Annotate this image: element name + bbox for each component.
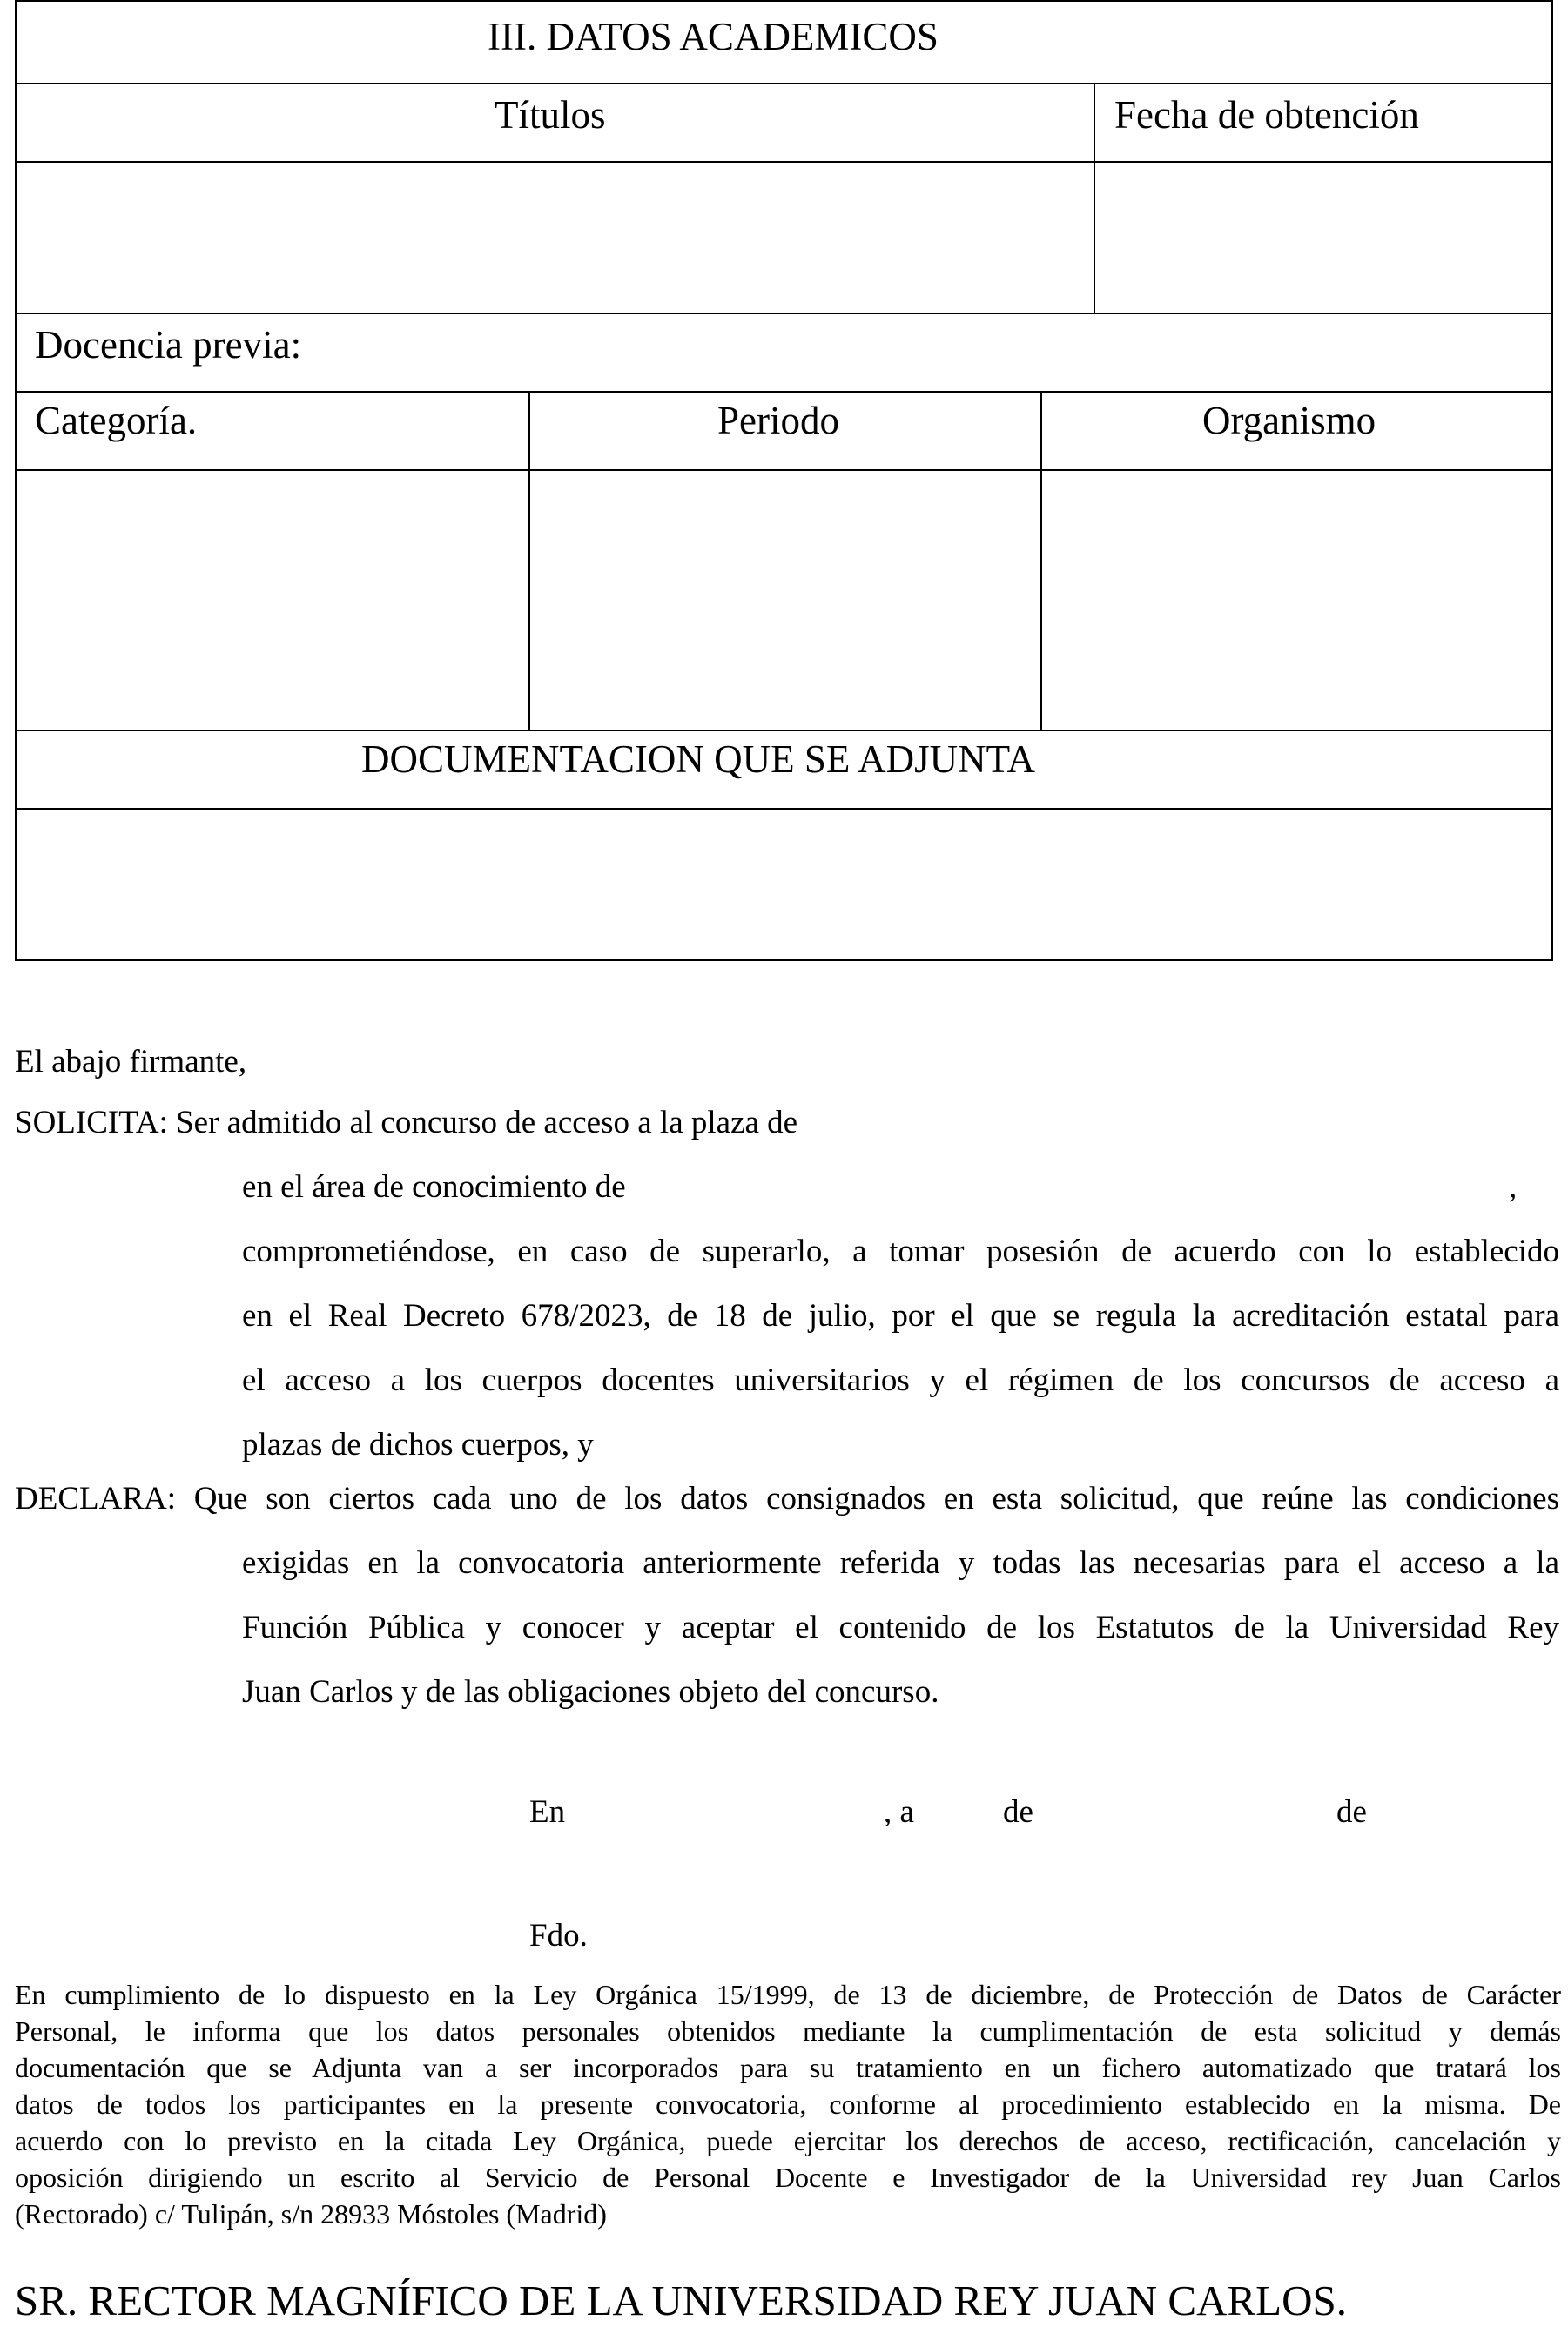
signature-year-label: de	[1336, 1794, 1367, 1830]
rule-above-documentation-title	[15, 730, 1553, 731]
solicita-text-line: comprometiéndose, en caso de superarlo, a tomar posesión de acuerdo con lo establecido	[242, 1234, 1559, 1269]
fecha-entry-cell[interactable]	[1095, 163, 1551, 312]
documentation-entry-cell[interactable]	[17, 810, 1551, 959]
signature-place-field[interactable]	[575, 1789, 879, 1831]
organismo-entry-cell[interactable]	[1042, 471, 1551, 729]
signature-day-field[interactable]	[930, 1789, 999, 1831]
declara-line: DECLARA: Que son ciertos cada uno de los datos consignados en esta solicitud, que reúne las condiciones	[15, 1481, 1559, 1517]
rule-below-academic-rows	[15, 313, 1553, 314]
signature-month-field[interactable]	[1053, 1789, 1332, 1831]
area-comma: ,	[1509, 1169, 1518, 1205]
titulos-entry-cell[interactable]	[17, 163, 1093, 312]
column-header-periodo: Periodo	[717, 399, 839, 442]
solicita-text-line: plazas de dichos cuerpos, y	[242, 1427, 594, 1463]
area-line: en el área de conocimiento de	[242, 1169, 626, 1205]
column-header-fecha-obtencion: Fecha de obtención	[1114, 93, 1419, 137]
solicita-text-line: en el Real Decreto 678/2023, de 18 de julio, por el que se regula la acreditación estatal para	[242, 1298, 1559, 1334]
rule-below-section-title	[15, 83, 1553, 84]
privacy-notice-line: datos de todos los participantes en la presente convocatoria, conforme al procedimiento establecido en la misma. De	[15, 2088, 1561, 2120]
declara-text-line: Juan Carlos y de las obligaciones objeto del concurso.	[242, 1674, 939, 1710]
signature-year-field[interactable]	[1386, 1789, 1543, 1831]
privacy-notice-line: oposición dirigiendo un escrito al Servicio de Personal Docente e Investigador de la Universidad rey Juan Carlos	[15, 2162, 1561, 2193]
privacy-notice-line: (Rectorado) c/ Tulipán, s/n 28933 Móstoles (Madrid)	[15, 2198, 607, 2230]
declara-text-line: Función Pública y conocer y aceptar el contenido de los Estatutos de la Universidad Rey	[242, 1610, 1559, 1645]
solicita-line: SOLICITA: Ser admitido al concurso de acceso a la plaza de	[15, 1105, 798, 1140]
privacy-notice-line: En cumplimiento de lo dispuesto en la Ley Orgánica 15/1999, de 13 de diciembre, de Protección de Datos de Carácter	[15, 1979, 1561, 2010]
column-header-organismo: Organismo	[1202, 399, 1376, 442]
signature-place-label: En	[529, 1794, 566, 1830]
intro-text: El abajo firmante,	[15, 1044, 247, 1080]
column-header-titulos: Títulos	[495, 93, 606, 137]
docencia-previa-label: Docencia previa:	[35, 323, 302, 367]
addressee-line: SR. RECTOR MAGNÍFICO DE LA UNIVERSIDAD REY JUAN CARLOS.	[15, 2277, 1348, 2324]
signature-day-label: , a	[884, 1794, 914, 1830]
signature-fdo-label: Fdo.	[529, 1918, 588, 1954]
categoria-entry-cell[interactable]	[17, 471, 528, 729]
privacy-notice-line: acuerdo con lo previsto en la citada Ley Orgánica, puede ejercitar los derechos de acceso, rectificación, cancelación y	[15, 2125, 1561, 2156]
signature-month-label: de	[1003, 1794, 1033, 1830]
privacy-notice-line: Personal, le informa que los datos personales obtenidos mediante la cumplimentación de esta solicitud y demás	[15, 2015, 1561, 2047]
section-title: III. DATOS ACADEMICOS	[488, 15, 939, 58]
privacy-notice-line: documentación que se Adjunta van a ser incorporados para su tratamiento en un fichero automatizado que tratará los	[15, 2052, 1561, 2083]
rule-below-teaching-label	[15, 391, 1553, 393]
column-header-categoria: Categoría.	[35, 399, 198, 442]
solicita-text-line: el acceso a los cuerpos docentes universitarios y el régimen de los concursos de acceso a	[242, 1362, 1559, 1398]
documentation-title: DOCUMENTACION QUE SE ADJUNTA	[361, 737, 1036, 781]
declara-text-line: exigidas en la convocatoria anteriormente referida y todas las necesarias para el acceso a la	[242, 1545, 1559, 1581]
periodo-entry-cell[interactable]	[530, 471, 1040, 729]
